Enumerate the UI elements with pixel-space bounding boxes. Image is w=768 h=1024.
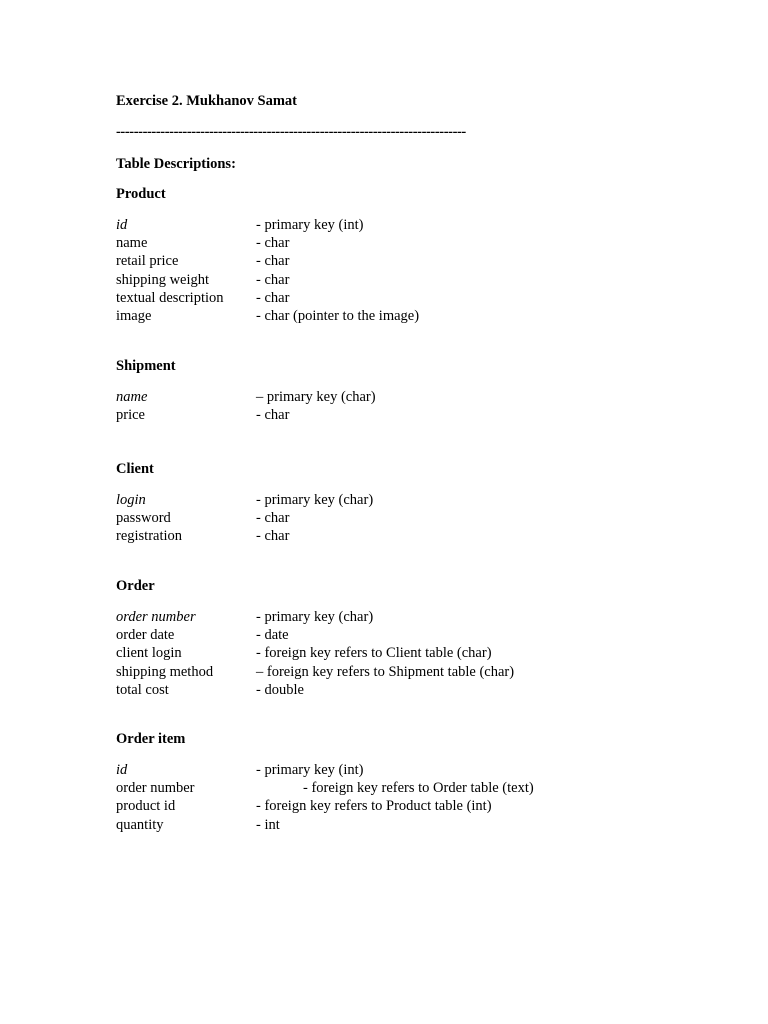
field-row	[116, 492, 736, 510]
field-name: order date	[116, 627, 175, 644]
field-description: - foreign key refers to Client table (char)	[256, 645, 492, 662]
field-description: - date	[256, 627, 289, 644]
field-name: name	[116, 235, 148, 252]
table-heading-order-item: Order item	[116, 731, 186, 747]
field-description: – foreign key refers to Shipment table (char)	[256, 663, 515, 680]
field-row	[116, 389, 736, 407]
table-heading-product: Product	[116, 186, 166, 202]
field-description: - char	[256, 235, 290, 252]
field-name: retail price	[116, 253, 179, 270]
field-description: - primary key (char)	[256, 492, 374, 508]
field-name: login	[116, 492, 146, 508]
field-description: - char	[256, 253, 290, 270]
field-row	[116, 762, 736, 780]
field-description: - foreign key refers to Order table (text)	[303, 780, 534, 797]
field-name: client login	[116, 645, 182, 662]
field-description: – primary key (char)	[256, 389, 376, 405]
field-name: price	[116, 407, 145, 424]
table-heading-shipment: Shipment	[116, 358, 176, 374]
field-name: product id	[116, 798, 176, 815]
field-row	[116, 664, 736, 682]
field-row	[116, 627, 736, 645]
field-name: shipping method	[116, 663, 214, 680]
field-row	[116, 235, 736, 253]
field-description: - char	[256, 528, 290, 545]
field-description: - primary key (int)	[256, 762, 364, 778]
field-description: - char	[256, 289, 290, 306]
field-name: order number	[116, 780, 195, 797]
field-name: id	[116, 217, 128, 233]
field-description: - char	[256, 510, 290, 527]
field-row	[116, 217, 736, 235]
field-description: - char (pointer to the image)	[256, 308, 420, 324]
field-name: quantity	[116, 816, 164, 833]
field-row	[116, 510, 736, 528]
field-description: - int	[256, 816, 280, 833]
field-name: registration	[116, 528, 183, 545]
document-title: Exercise 2. Mukhanov Samat	[116, 93, 297, 109]
field-row	[116, 798, 736, 816]
divider-line: -------------------------------------------------------------------------------	[116, 124, 466, 140]
field-row	[116, 253, 736, 271]
field-row	[116, 645, 736, 663]
field-description: - foreign key refers to Product table (int)	[256, 798, 492, 815]
field-row	[116, 682, 736, 700]
table-heading-order: Order	[116, 578, 155, 594]
field-row	[116, 528, 736, 546]
field-row	[116, 817, 736, 835]
table-heading-client: Client	[116, 461, 154, 477]
field-name: password	[116, 510, 171, 527]
field-name: name	[116, 389, 148, 405]
field-row	[116, 272, 736, 290]
field-row	[116, 780, 736, 798]
field-description: - char	[256, 407, 290, 424]
field-name: image	[116, 308, 152, 324]
field-description: - char	[256, 271, 290, 288]
field-description: - primary key (int)	[256, 217, 364, 233]
field-row	[116, 290, 736, 308]
field-row	[116, 407, 736, 425]
field-row	[116, 308, 736, 326]
field-name: order number	[116, 609, 196, 625]
section-heading: Table Descriptions:	[116, 156, 236, 172]
field-name: id	[116, 762, 128, 778]
field-description: - primary key (char)	[256, 609, 374, 625]
field-row	[116, 609, 736, 627]
field-name: shipping weight	[116, 271, 210, 288]
field-name: textual description	[116, 289, 224, 306]
field-name: total cost	[116, 681, 169, 698]
field-description: - double	[256, 681, 304, 698]
